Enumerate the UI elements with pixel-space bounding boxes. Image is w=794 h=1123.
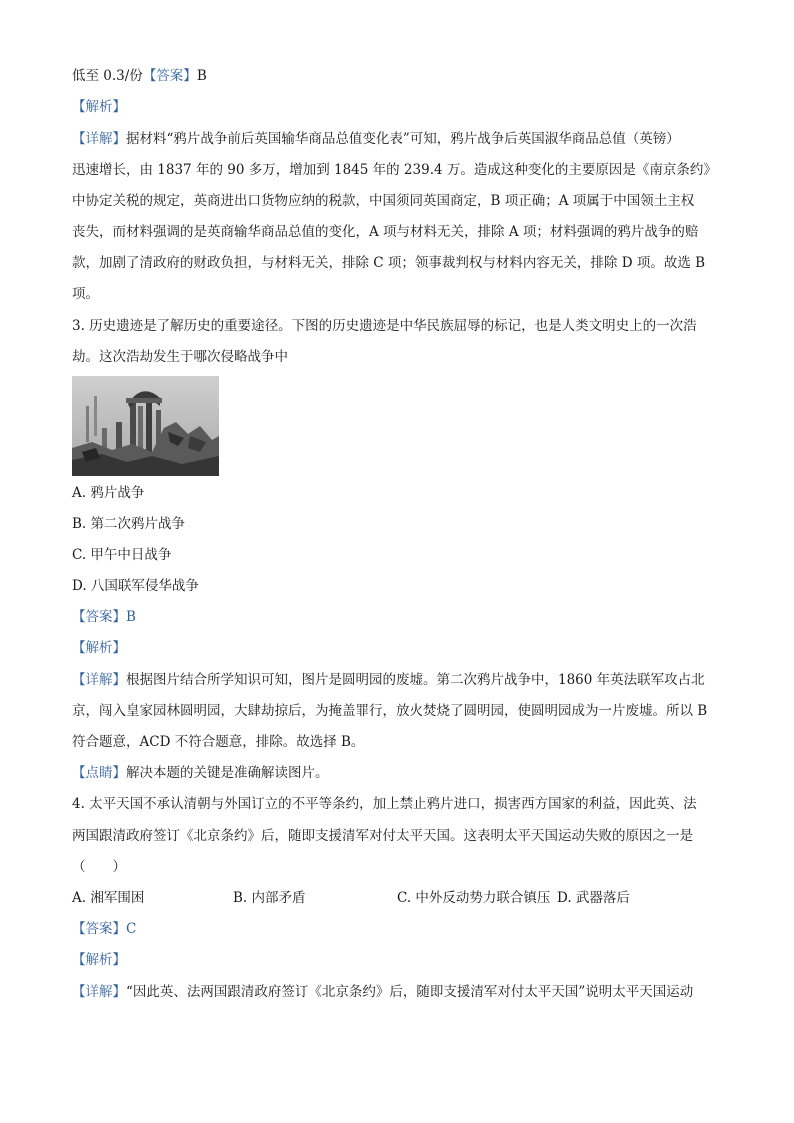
text-line <box>72 670 705 690</box>
text-line: 中协定关税的规定，英商进出口货物应纳的税款，中国须同英国商定，B 项正确；A 项属于中国领土主权 <box>72 193 695 209</box>
text-line: 京，闯入皇家园林圆明园，大肆劫掠后，为掩盖罪行，放火焚烧了圆明园，使圆明园成为一片废墟。所以 B <box>72 703 708 719</box>
analysis-label: 【解析】 <box>72 640 126 656</box>
text-line <box>72 129 680 149</box>
option-d: D. 八国联军侵华战争 <box>72 578 199 594</box>
question-4-line: （ ） <box>72 859 126 875</box>
option-b: B. 第二次鸦片战争 <box>72 516 186 532</box>
answer-label: 【答案】B <box>72 609 136 625</box>
detail-label: 【详解】 <box>72 131 126 147</box>
text-line <box>72 66 207 86</box>
text-line <box>72 982 693 1002</box>
text-line: 丧失，而材料强调的是英商输华商品总值的变化，A 项与材料无关，排除 A 项；材料强调的鸦片战争的赔 <box>72 224 699 240</box>
answer-value: B <box>196 68 207 84</box>
ruins-photo <box>72 376 219 476</box>
q4-option-a: A. 湘军围困 <box>72 890 145 906</box>
line-text: 据材料“鸦片战争前后英国输华商品总值变化表”可知，鸦片战争后英国淑华商品总值（英镑） <box>126 131 680 147</box>
question-4-line: 两国跟清政府签订《北京条约》后，随即支援清军对付太平天国。这表明太平天国运动失败的原因之一是 <box>72 828 693 844</box>
text-line: 款，加剧了清政府的财政负担，与材料无关，排除 C 项；领事裁判权与材料内容无关，排除 D 项。故选 B <box>72 255 706 271</box>
question-3-line: 劫。这次浩劫发生于哪次侵略战争中 <box>72 349 288 365</box>
highlight-label: 【点睛】 <box>72 765 126 781</box>
answer-label: 【答案】C <box>72 921 137 937</box>
line-text: 解决本题的关键是准确解读图片。 <box>126 765 329 781</box>
q4-option-b: B. 内部矛盾 <box>233 890 306 906</box>
text-line: 项。 <box>72 286 99 302</box>
answer-label: 【答案】 <box>142 68 197 84</box>
text-line: 符合题意，ACD 不符合题意，排除。故选择 B。 <box>72 734 365 750</box>
option-c: C. 甲午中日战争 <box>72 547 172 563</box>
question-3-line: 3. 历史遗迹是了解历史的重要途径。下图的历史遗迹是中华民族屈辱的标记，也是人类文明史上的一次浩 <box>72 318 697 334</box>
detail-label: 【详解】 <box>72 984 126 1000</box>
question-4-line: 4. 太平天国不承认清朝与外国订立的不平等条约，加上禁止鸦片进口，损害西方国家的利益，因此英、法 <box>72 796 697 812</box>
option-a: A. 鸦片战争 <box>72 485 145 501</box>
line-text: “因此英、法两国跟清政府签订《北京条约》后，随即支援清军对付太平天国”说明太平天国运动 <box>126 984 694 1000</box>
q4-option-c: C. 中外反动势力联合镇压 <box>397 890 551 906</box>
line-text: 根据图片结合所学知识可知，图片是圆明园的废墟。第二次鸦片战争中，1860 年英法联军攻占北 <box>126 672 705 688</box>
analysis-label: 【解析】 <box>72 952 126 968</box>
q4-option-d: D. 武器落后 <box>557 890 630 906</box>
text-line: 迅速增长，由 1837 年的 90 多万，增加到 1845 年的 239.4 万。造成这种变化的主要原因是《南京条约》 <box>72 162 717 178</box>
detail-label: 【详解】 <box>72 672 126 688</box>
text-line <box>72 763 329 783</box>
line-text: 低至 0.3/份 <box>72 68 143 84</box>
analysis-label: 【解析】 <box>72 99 126 115</box>
